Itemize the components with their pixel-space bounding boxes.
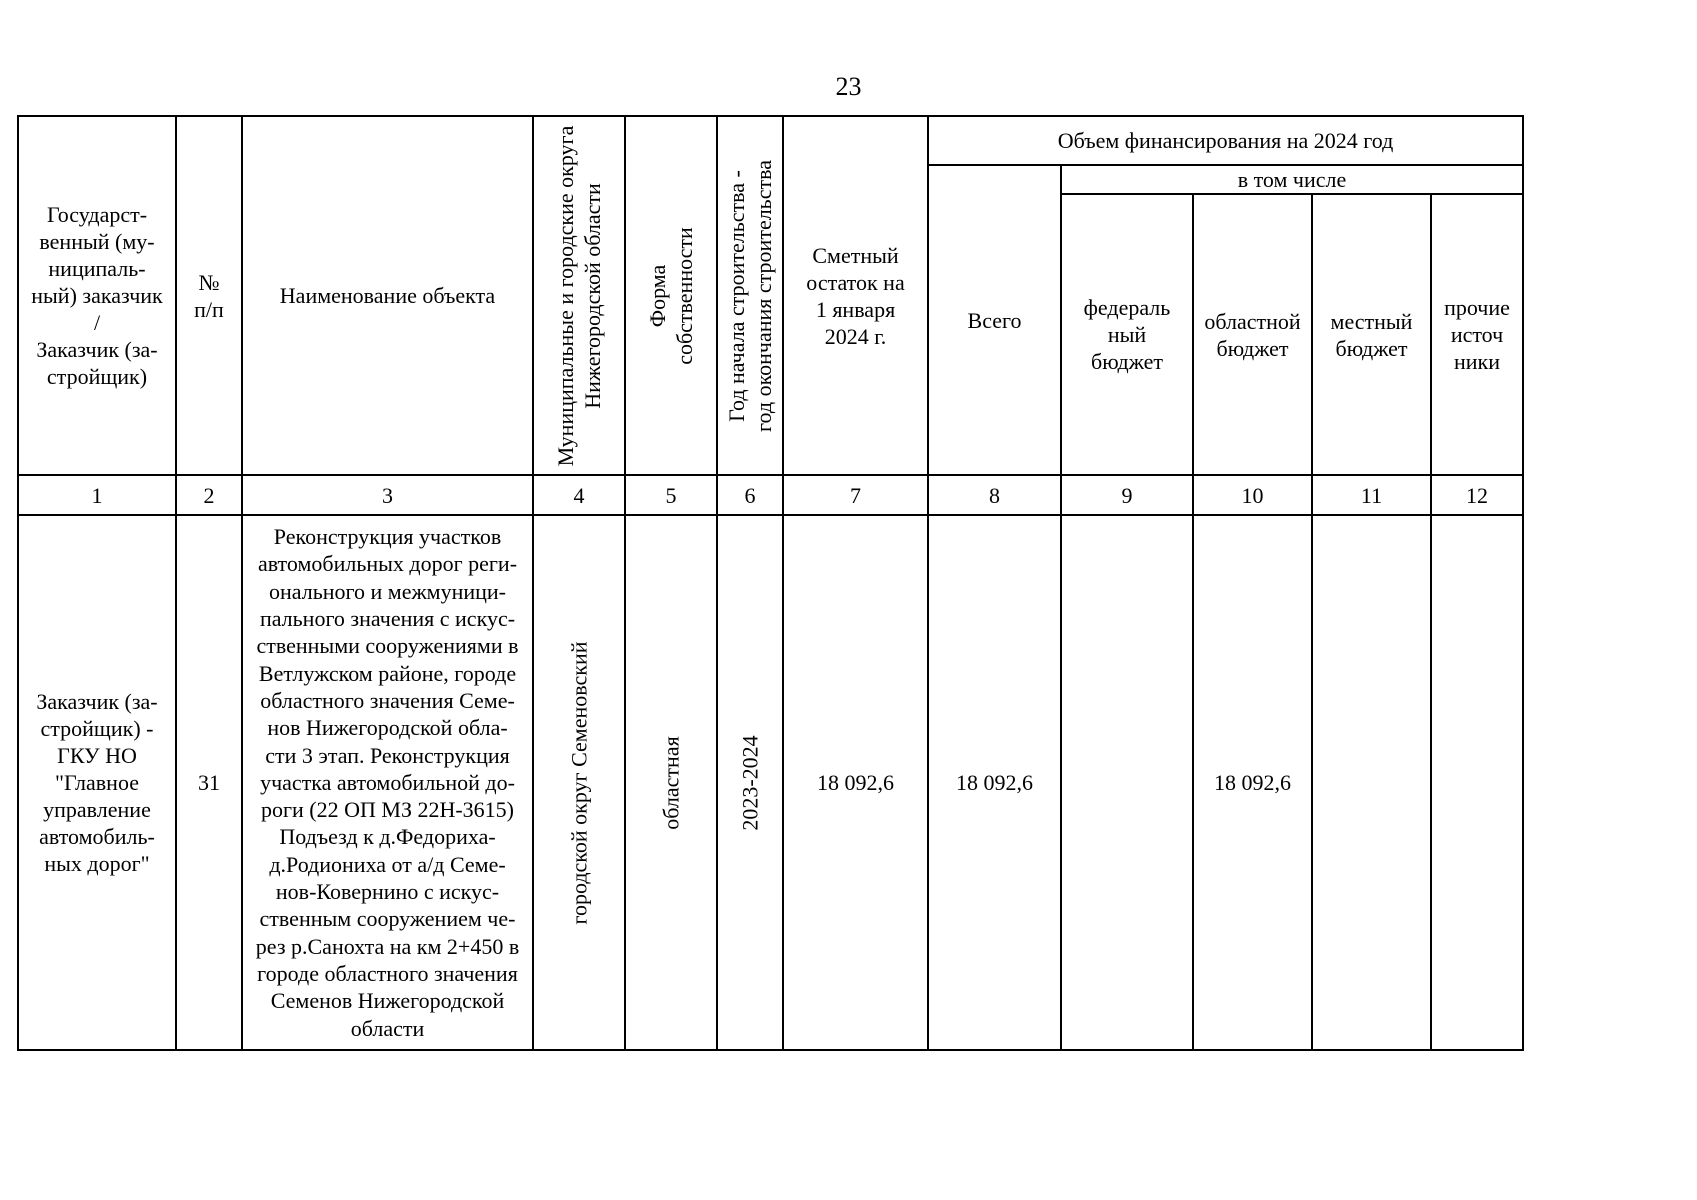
- header-customer: Государст- венный (му- ниципаль- ный) заказчик / Заказчик (за- стройщик): [18, 116, 176, 475]
- row-other: [1431, 515, 1523, 1050]
- row-local: [1312, 515, 1431, 1050]
- header-regional: областной бюджет: [1193, 194, 1312, 475]
- column-number: 11: [1312, 475, 1431, 515]
- row-years: 2023-2024: [717, 515, 783, 1050]
- row-regional: 18 092,6: [1193, 515, 1312, 1050]
- header-total: Всего: [928, 165, 1061, 475]
- header-financing: Объем финансирования на 2024 год: [928, 116, 1523, 165]
- column-number: 12: [1431, 475, 1523, 515]
- row-ownership: областная: [625, 515, 717, 1050]
- page-number: 23: [835, 72, 862, 101]
- column-number: 3: [242, 475, 533, 515]
- column-number-row: [18, 475, 1523, 515]
- row-federal: [1061, 515, 1193, 1050]
- row-municipality: городской округ Семеновский: [533, 515, 625, 1050]
- column-number: 4: [533, 475, 625, 515]
- row-object-name: Реконструкция участков автомобильных дорог реги- онального и межмуници- пального значения с искус- ственными сооружениями в Ветлужском районе, городе областного значения Семе- нов Нижегородской обла- сти 3 этап. Реконструкция участка автомобильной до- роги (22 ОП МЗ 22Н-3615) Подъезд к д.Федориха- д.Родиониха от а/д Семе- нов-Ковернино с искус- ственным сооружением че- рез р.Санохта на км 2+450 в городе областного значения Семенов Нижегородской области: [242, 515, 533, 1050]
- header-ownership: Форма собственности: [625, 116, 717, 475]
- column-number: 6: [717, 475, 783, 515]
- column-number: 2: [176, 475, 242, 515]
- row-remainder: 18 092,6: [783, 515, 928, 1050]
- header-number: № п/п: [176, 116, 242, 475]
- header-years: Год начала строительства - год окончания строительства: [717, 116, 783, 475]
- column-number: 5: [625, 475, 717, 515]
- column-number: 10: [1193, 475, 1312, 515]
- row-number: 31: [176, 515, 242, 1050]
- header-object-name: Наименование объекта: [242, 116, 533, 475]
- table-row: [18, 515, 1523, 1050]
- header-other: прочие источ ники: [1431, 194, 1523, 475]
- header-including: в том числе: [1061, 165, 1523, 194]
- column-number: 9: [1061, 475, 1193, 515]
- column-number: 8: [928, 475, 1061, 515]
- header-municipality: Муниципальные и городские округа Нижегородской области: [533, 116, 625, 475]
- column-number: 1: [18, 475, 176, 515]
- header-local: местный бюджет: [1312, 194, 1431, 475]
- row-total: 18 092,6: [928, 515, 1061, 1050]
- financing-table: [17, 115, 1524, 1051]
- header-federal: федераль ный бюджет: [1061, 194, 1193, 475]
- row-customer: Заказчик (за- стройщик) - ГКУ НО "Главное управление автомобиль- ных дорог": [18, 515, 176, 1050]
- header-remainder: Сметный остаток на 1 января 2024 г.: [783, 116, 928, 475]
- column-number: 7: [783, 475, 928, 515]
